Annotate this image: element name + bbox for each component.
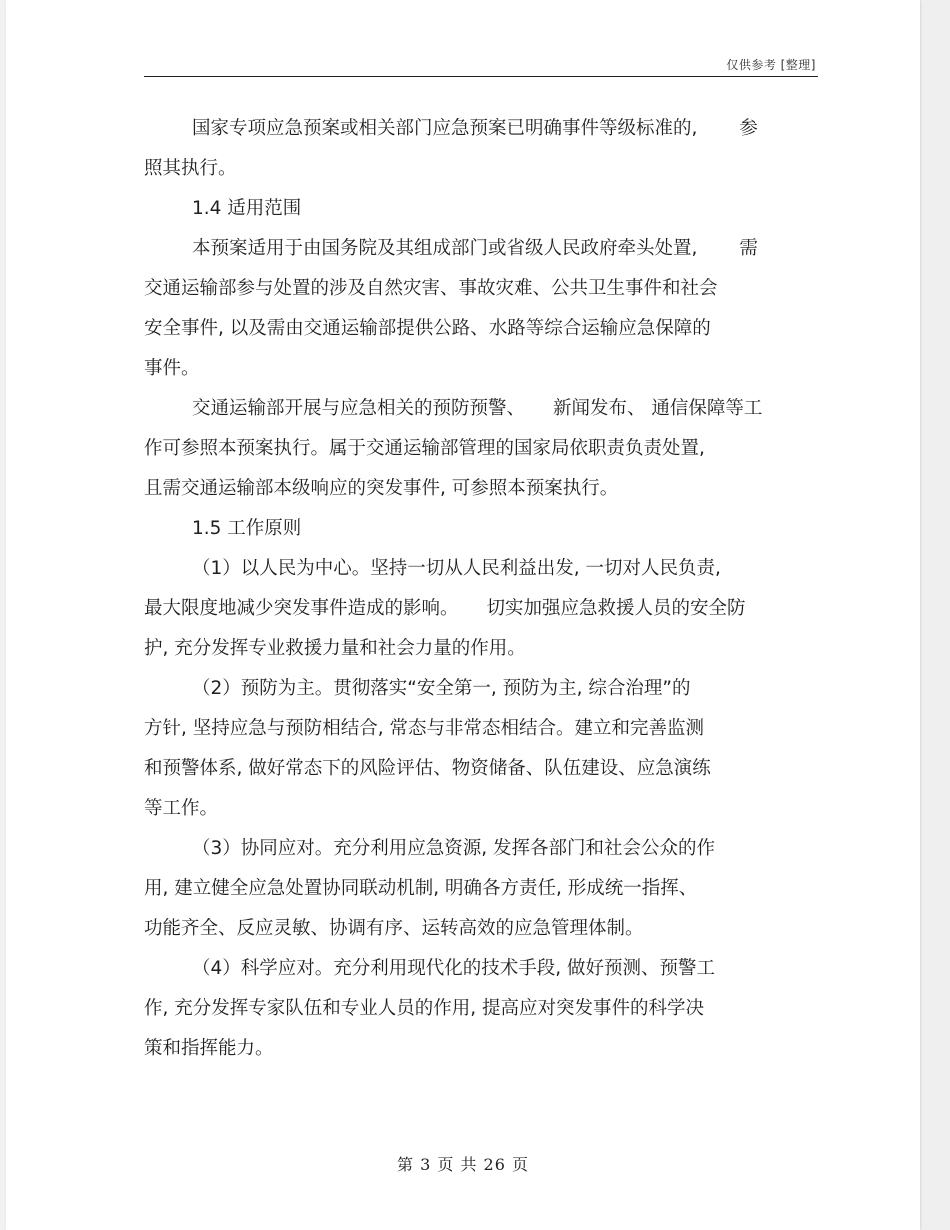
page-footer: 第 3 页 共 26 页 <box>397 1155 529 1174</box>
page-body <box>144 109 824 1069</box>
text-line: （1）以人民为中心。坚持一切从人民利益出发, 一切对人民负责, <box>192 558 721 579</box>
text-line: 交通运输部参与处置的涉及自然灾害、事故灾难、公共卫生事件和社会 <box>144 278 718 299</box>
text-line: 和预警体系, 做好常态下的风险评估、物资储备、队伍建设、应急演练 <box>144 758 711 779</box>
text-line: 交通运输部开展与应急相关的预防预警、 新闻发布、 通信保障等工 <box>192 398 763 419</box>
document-page <box>6 0 920 1230</box>
text-line: 护, 充分发挥专业救援力量和社会力量的作用。 <box>144 638 526 659</box>
text-line: （4）科学应对。充分利用现代化的技术手段, 做好预测、预警工 <box>192 958 716 979</box>
text-line: 方针, 坚持应急与预防相结合, 常态与非常态相结合。建立和完善监测 <box>144 718 705 739</box>
text-line: 作可参照本预案执行。属于交通运输部管理的国家局依职责负责处置, <box>144 438 705 459</box>
text-line: 事件。 <box>144 358 200 379</box>
section-heading: 1.4 适用范围 <box>192 198 302 219</box>
text-line: （2）预防为主。贯彻落实“安全第一, 预防为主, 综合治理”的 <box>192 678 691 699</box>
text-line: 等工作。 <box>144 798 219 819</box>
header-text: 仅供参考 [整理] <box>726 58 816 72</box>
text-line: 用, 建立健全应急处置协同联动机制, 明确各方责任, 形成统一指挥、 <box>144 878 698 899</box>
text-line: 且需交通运输部本级响应的突发事件, 可参照本预案执行。 <box>144 478 619 499</box>
text-line: 功能齐全、反应灵敏、协调有序、运转高效的应急管理体制。 <box>144 918 644 939</box>
text-line: 策和指挥能力。 <box>144 1038 274 1059</box>
text-line: 最大限度地减少突发事件造成的影响。 切实加强应急救援人员的安全防 <box>144 598 746 619</box>
text-line: 本预案适用于由国务院及其组成部门或省级人民政府牵头处置, 需 <box>192 238 758 259</box>
viewer-gutter <box>922 0 950 1230</box>
text-line: （3）协同应对。充分利用应急资源, 发挥各部门和社会公众的作 <box>192 838 716 859</box>
page-header <box>144 54 818 77</box>
section-heading: 1.5 工作原则 <box>192 518 302 539</box>
text-line: 照其执行。 <box>144 158 237 179</box>
text-line: 作, 充分发挥专家队伍和专业人员的作用, 提高应对突发事件的科学决 <box>144 998 705 1019</box>
text-line: 安全事件, 以及需由交通运输部提供公路、水路等综合运输应急保障的 <box>144 318 711 339</box>
text-line: 国家专项应急预案或相关部门应急预案已明确事件等级标准的, 参 <box>192 118 758 139</box>
